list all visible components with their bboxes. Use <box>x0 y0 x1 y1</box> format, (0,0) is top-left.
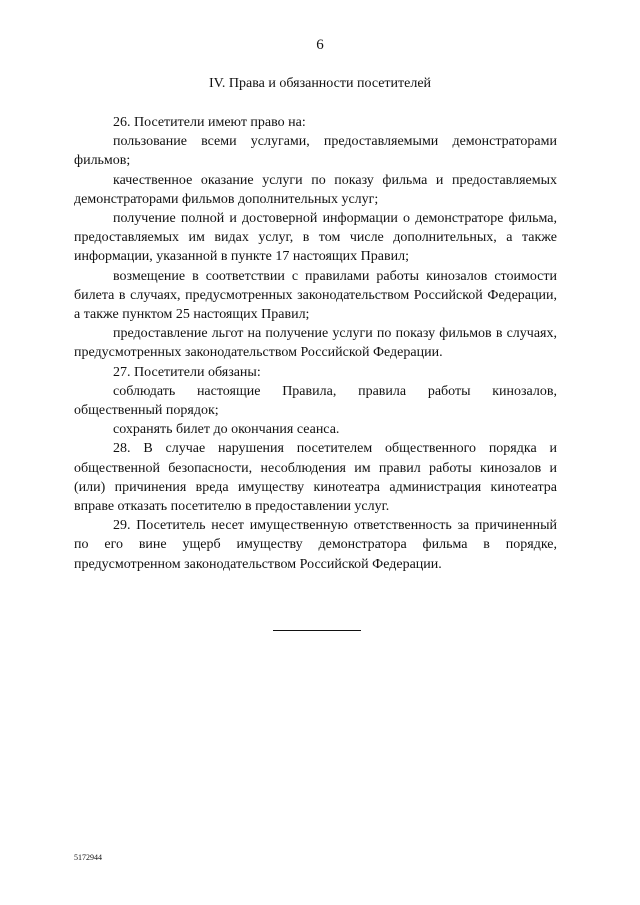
paragraph-29: 29. Посетитель несет имущественную ответственность за причиненный по его вине ущерб имуществу демонстратора фильма в порядке, предусмотренном законодательством Российской Федерации. <box>74 518 557 572</box>
paragraph-26-item-2: качественное оказание услуги по показу фильма и предоставляемых демонстраторами фильмов дополнительных услуг; <box>74 172 557 207</box>
section-title: IV. Права и обязанности посетителей <box>208 76 432 91</box>
document-body <box>74 113 557 574</box>
paragraph-27-item-2: сохранять билет до окончания сеанса. <box>113 422 340 438</box>
document-code: 5172944 <box>74 853 102 862</box>
paragraph-26-item-4: возмещение в соответствии с правилами работы кинозалов стоимости билета в случаях, предусмотренных законодательством Российской Федерации, а также пунктом 25 настоящих Правил; <box>74 268 557 323</box>
page-number: 6 <box>316 37 324 53</box>
paragraph-27-intro: 27. Посетители обязаны: <box>113 364 261 380</box>
paragraph-28: 28. В случае нарушения посетителем общественного порядка и общественной безопасности, несоблюдения им правил работы кинозалов и (или) причинения вреда имуществу кинотеатра администрация кинотеатра вправе отказать посетителю в предоставлении услуг. <box>74 441 557 515</box>
paragraph-27-item-1: соблюдать настоящие Правила, правила работы кинозалов, общественный порядок; <box>74 383 557 419</box>
paragraph-26-item-5: предоставление льгот на получение услуги по показу фильмов в случаях, предусмотренных законодательством Российской Федерации. <box>74 326 557 361</box>
paragraph-26-item-3: получение полной и достоверной информации о демонстраторе фильма, предоставляемых им видах услуг, в том числе дополнительных, а также информации, указанной в пункте 17 настоящих Правил; <box>74 211 557 265</box>
paragraph-26-item-1: пользование всеми услугами, предоставляемыми демонстраторами фильмов; <box>74 134 557 169</box>
paragraph-26-intro: 26. Посетители имеют право на: <box>113 115 306 130</box>
closing-rule-divider <box>273 630 361 631</box>
